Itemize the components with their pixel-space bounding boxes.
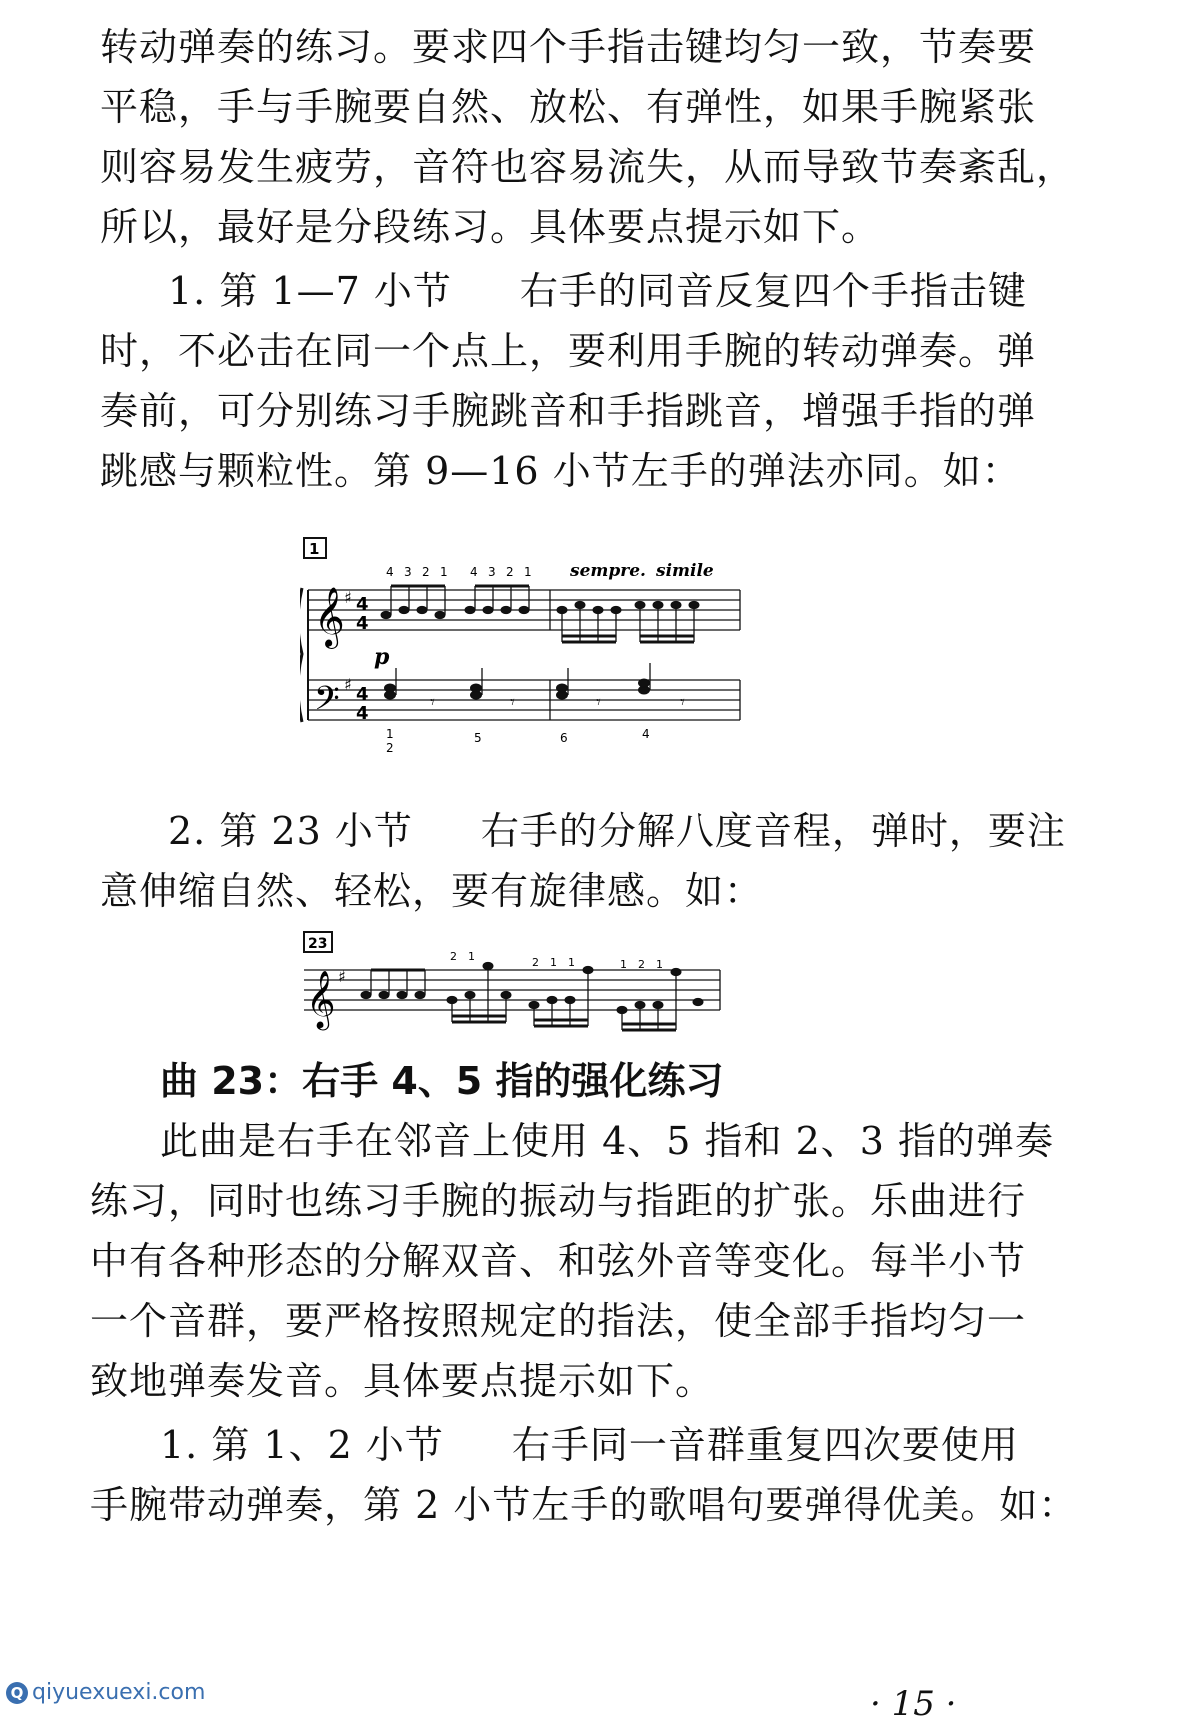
point-2-text: 右手的分解八度音程，弹时，要注	[480, 809, 1066, 853]
point-2-line-2: 意伸缩自然、轻松，要有旋律感。如：	[100, 869, 764, 913]
section-heading: 曲 23：右手 4、5 指的强化练习	[160, 1059, 724, 1103]
treble-notes-measure-1	[381, 586, 529, 619]
paragraph-1-line-4: 所以，最好是分段练习。具体要点提示如下。	[100, 205, 881, 249]
section-line-1: 此曲是右手在邻音上使用 4、5 指和 2、3 指的弹奏	[160, 1119, 1055, 1163]
notes-group-3	[529, 966, 593, 1026]
fingering-number: 2	[422, 565, 430, 579]
point-1-line-2: 时，不必击在同一个点上，要利用手腕的转动弹奏。弹	[100, 329, 1037, 373]
time-signature-top: 4	[356, 594, 369, 615]
bass-staff	[308, 680, 740, 720]
notes-group-1	[361, 970, 425, 999]
bass-notes	[385, 663, 651, 699]
time-signature-bottom: 4	[356, 703, 369, 724]
fingering-number: 1	[468, 950, 475, 963]
point-3-text: 右手同一音群重复四次要使用	[511, 1423, 1019, 1467]
measure-number: 1	[309, 540, 320, 558]
point-1-line-3: 奏前，可分别练习手腕跳音和手指跳音，增强手指的弹	[100, 389, 1037, 433]
point-1-label: 1. 第 1—7 小节	[168, 269, 452, 313]
dynamic-marking: p	[374, 644, 390, 670]
svg-text:𝄾: 𝄾	[510, 692, 515, 713]
section-line-4: 一个音群，要严格按照规定的指法，使全部手指均匀一	[90, 1299, 1027, 1343]
sharp-icon: ♯	[344, 675, 352, 694]
fingering-number: 2	[532, 956, 539, 969]
fingering-number: 3	[404, 565, 412, 579]
treble-notes-measure-2	[557, 601, 699, 642]
svg-text:𝄾: 𝄾	[430, 692, 435, 713]
section-line-5: 致地弹奏发音。具体要点提示如下。	[90, 1359, 715, 1403]
fingering-number: 1	[568, 956, 575, 969]
music-score-example-1	[300, 530, 770, 770]
fingering-number: 1	[620, 958, 627, 971]
watermark-text: qiyuexuexi.com	[32, 1680, 206, 1705]
section-line-3: 中有各种形态的分解双音、和弦外音等变化。每半小节	[90, 1239, 1027, 1283]
time-signature-top: 4	[356, 684, 369, 705]
brace-icon	[300, 588, 302, 722]
measure-number: 23	[308, 936, 328, 952]
time-signature-bottom: 4	[356, 613, 369, 634]
fingering-number: 2	[506, 565, 514, 579]
treble-clef-icon: 𝄞	[306, 970, 336, 1028]
svg-text:𝄾: 𝄾	[596, 692, 601, 713]
fingering-number: 3	[488, 565, 496, 579]
fingering-number: 1	[524, 565, 532, 579]
sharp-icon: ♯	[338, 967, 346, 986]
paragraph-1-line-2: 平稳，手与手腕要自然、放松、有弹性，如果手腕紧张	[100, 85, 1037, 129]
fingering-number: 4	[642, 727, 650, 741]
fingering-number: 1	[386, 727, 394, 741]
music-score-example-2	[300, 930, 740, 1040]
point-1-line-4: 跳感与颗粒性。第 9—16 小节左手的弹法亦同。如：	[100, 449, 1021, 493]
point-1-first-line	[168, 264, 1027, 318]
point-2-first-line	[168, 804, 1066, 858]
fingering-number: 5	[474, 731, 482, 745]
point-1-text: 右手的同音反复四个手指击键	[519, 269, 1027, 313]
bass-clef-icon: 𝄢	[314, 680, 340, 726]
fingering-number: 2	[450, 950, 457, 963]
point-3-line-2: 手腕带动弹奏，第 2 小节左手的歌唱句要弹得优美。如：	[90, 1483, 1078, 1527]
section-line-2: 练习，同时也练习手腕的振动与指距的扩张。乐曲进行	[90, 1179, 1027, 1223]
fingering-number: 2	[638, 958, 645, 971]
watermark	[6, 1680, 205, 1705]
notes-group-2	[447, 962, 511, 1022]
treble-clef-icon: 𝄞	[314, 587, 345, 647]
svg-text:𝄾: 𝄾	[680, 692, 685, 713]
fingering-number: 1	[440, 565, 448, 579]
paragraph-1-line-3: 则容易发生疲劳，音符也容易流失，从而导致节奏紊乱，	[100, 145, 1076, 189]
expression-simile: simile	[656, 561, 714, 581]
watermark-logo-icon: Q	[6, 1682, 28, 1704]
paragraph-1-line-1: 转动弹奏的练习。要求四个手指击键均匀一致，节奏要	[100, 25, 1037, 69]
fingering-number: 1	[550, 956, 557, 969]
expression-sempre: sempre.	[570, 561, 646, 581]
fingering-number: 1	[656, 958, 663, 971]
page-number: · 15 ·	[870, 1684, 957, 1724]
sharp-icon: ♯	[344, 588, 352, 607]
point-3-label: 1. 第 1、2 小节	[160, 1423, 444, 1467]
fingering-number: 4	[386, 565, 394, 579]
fingering-number: 4	[470, 565, 478, 579]
notes-group-4	[617, 968, 703, 1030]
fingering-number: 6	[560, 731, 568, 745]
point-3-first-line	[160, 1418, 1019, 1472]
point-2-label: 2. 第 23 小节	[168, 809, 413, 853]
fingering-number: 2	[386, 741, 394, 755]
